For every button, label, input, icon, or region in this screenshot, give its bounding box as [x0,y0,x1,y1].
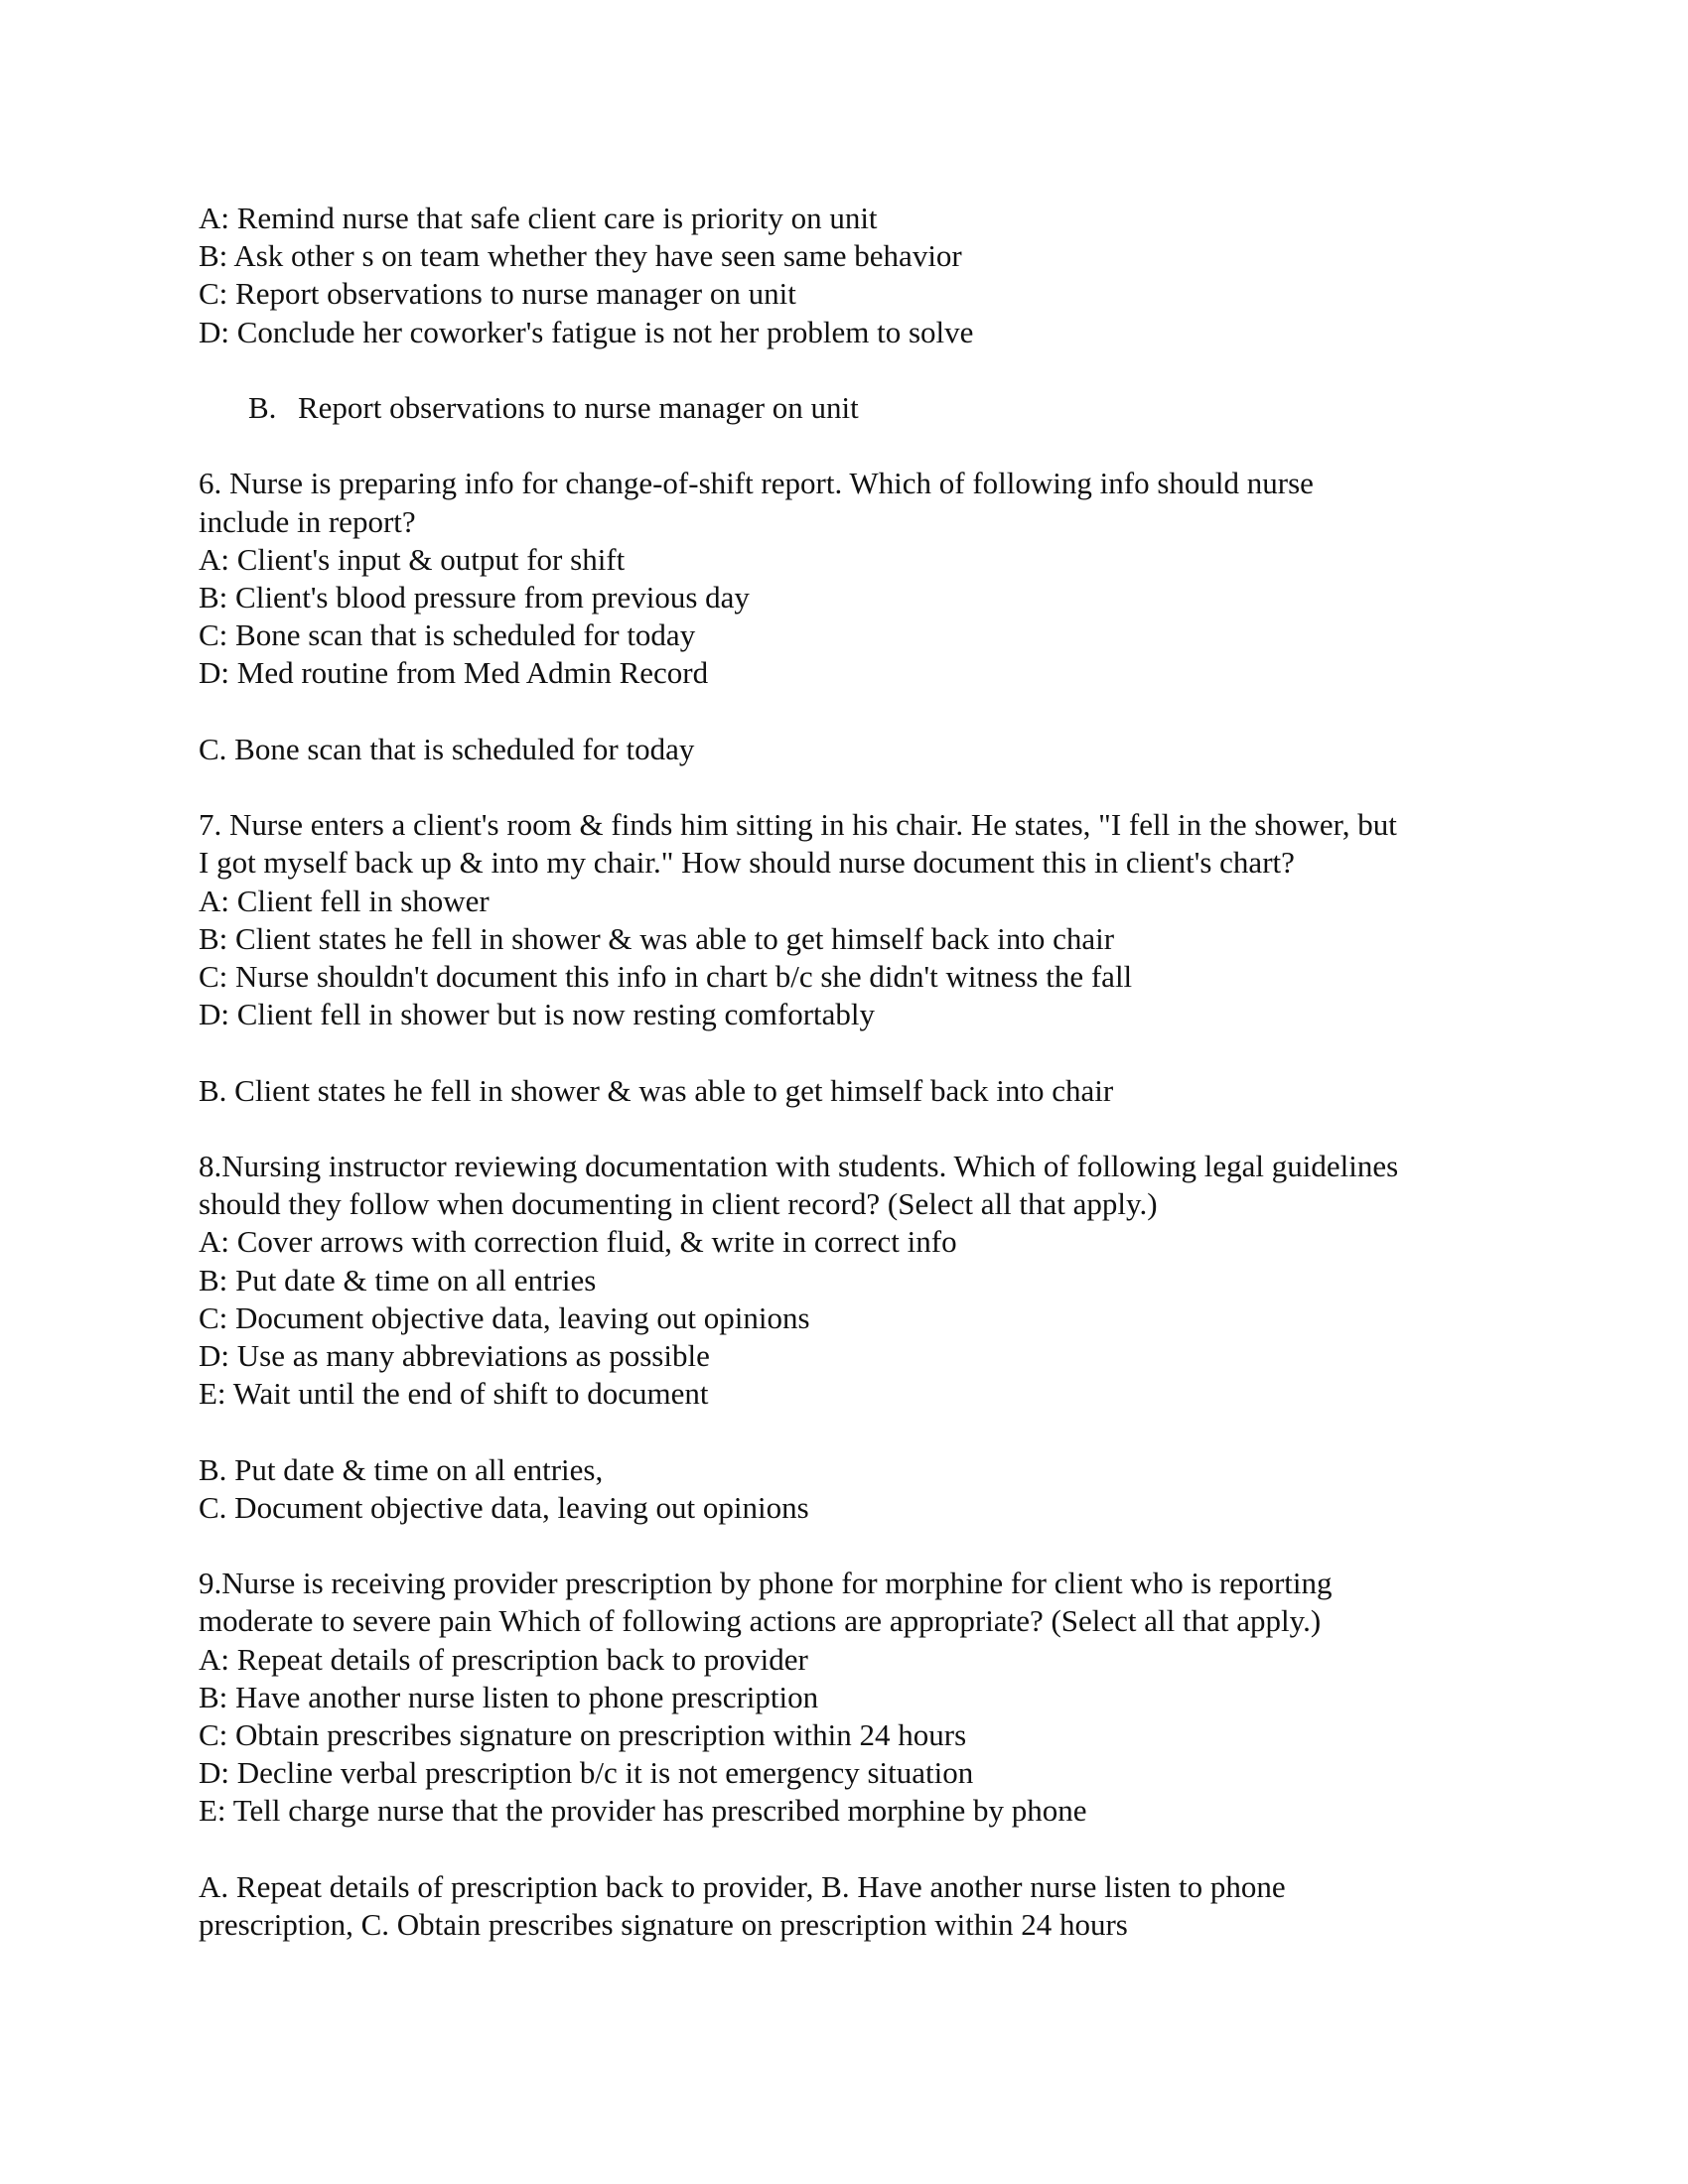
option-b: B: Client states he fell in shower & was able to get himself back into chair [199,920,1115,956]
option-a: A: Cover arrows with correction fluid, & write in correct info [199,1224,957,1260]
answer-text: Report observations to nurse manager on unit [298,390,859,425]
question-7-block [199,806,1509,1110]
option-c: C: Obtain prescribes signature on prescription within 24 hours [199,1717,967,1752]
option-d: D: Decline verbal prescription b/c it is not emergency situation [199,1755,974,1791]
question-text: 6. Nurse is preparing info for change-of-shift report. Which of following info should nurse [199,466,1314,501]
question-text: should they follow when documenting in client record? (Select all that apply.) [199,1186,1158,1222]
answer-line: prescription, C. Obtain prescribes signature on prescription within 24 hours [199,1907,1128,1942]
answer-letter: B. [248,390,277,425]
option-e: E: Tell charge nurse that the provider has prescribed morphine by phone [199,1793,1087,1829]
option-e: E: Wait until the end of shift to document [199,1376,709,1412]
option-a: A: Remind nurse that safe client care is priority on unit [199,201,878,235]
option-d: D: Use as many abbreviations as possible [199,1338,710,1373]
option-b: B: Put date & time on all entries [199,1262,597,1297]
question-8-block [199,1148,1509,1527]
question-text: I got myself back up & into my chair." How should nurse document this in client's chart? [199,845,1295,881]
option-c: C: Report observations to nurse manager on unit [199,276,796,312]
option-b: B: Client's blood pressure from previous day [199,580,750,614]
answer-line: B. Put date & time on all entries, [199,1451,604,1487]
question-text: 8.Nursing instructor reviewing documentation with students. Which of following legal guidelines [199,1148,1399,1183]
answer-line: B. Client states he fell in shower & was able to get himself back into chair [199,1072,1114,1108]
option-a: A: Repeat details of prescription back to provider [199,1641,808,1677]
option-d: D: Med routine from Med Admin Record [199,655,709,691]
answer-line: C. Bone scan that is scheduled for today [199,731,695,766]
answer-line: A. Repeat details of prescription back to provider, B. Have another nurse listen to phone [199,1868,1286,1904]
question-text: include in report? [199,503,416,539]
document-body [199,200,1509,1944]
option-c: C: Bone scan that is scheduled for today [199,617,696,653]
option-d: D: Client fell in shower but is now resting comfortably [199,997,876,1032]
option-c: C: Document objective data, leaving out opinions [199,1299,810,1335]
question-9-block [199,1565,1509,1944]
option-a: A: Client fell in shower [199,883,490,918]
question-text: 9.Nurse is receiving provider prescription by phone for morphine for client who is reporting [199,1566,1333,1601]
option-c: C: Nurse shouldn't document this info in chart b/c she didn't witness the fall [199,959,1133,994]
question-text: 7. Nurse enters a client's room & finds him sitting in his chair. He states, "I fell in the shower, but [199,807,1397,843]
question-5-block [199,200,1509,427]
question-text: moderate to severe pain Which of following actions are appropriate? (Select all that apply.) [199,1603,1322,1639]
option-b: B: Have another nurse listen to phone prescription [199,1679,819,1714]
question-6-block [199,465,1509,768]
option-d: D: Conclude her coworker's fatigue is not her problem to solve [199,314,974,349]
answer-line: C. Document objective data, leaving out opinions [199,1489,809,1525]
answer-line [199,389,1509,427]
option-a: A: Client's input & output for shift [199,541,626,577]
option-b: B: Ask other s on team whether they have seen same behavior [199,238,962,274]
